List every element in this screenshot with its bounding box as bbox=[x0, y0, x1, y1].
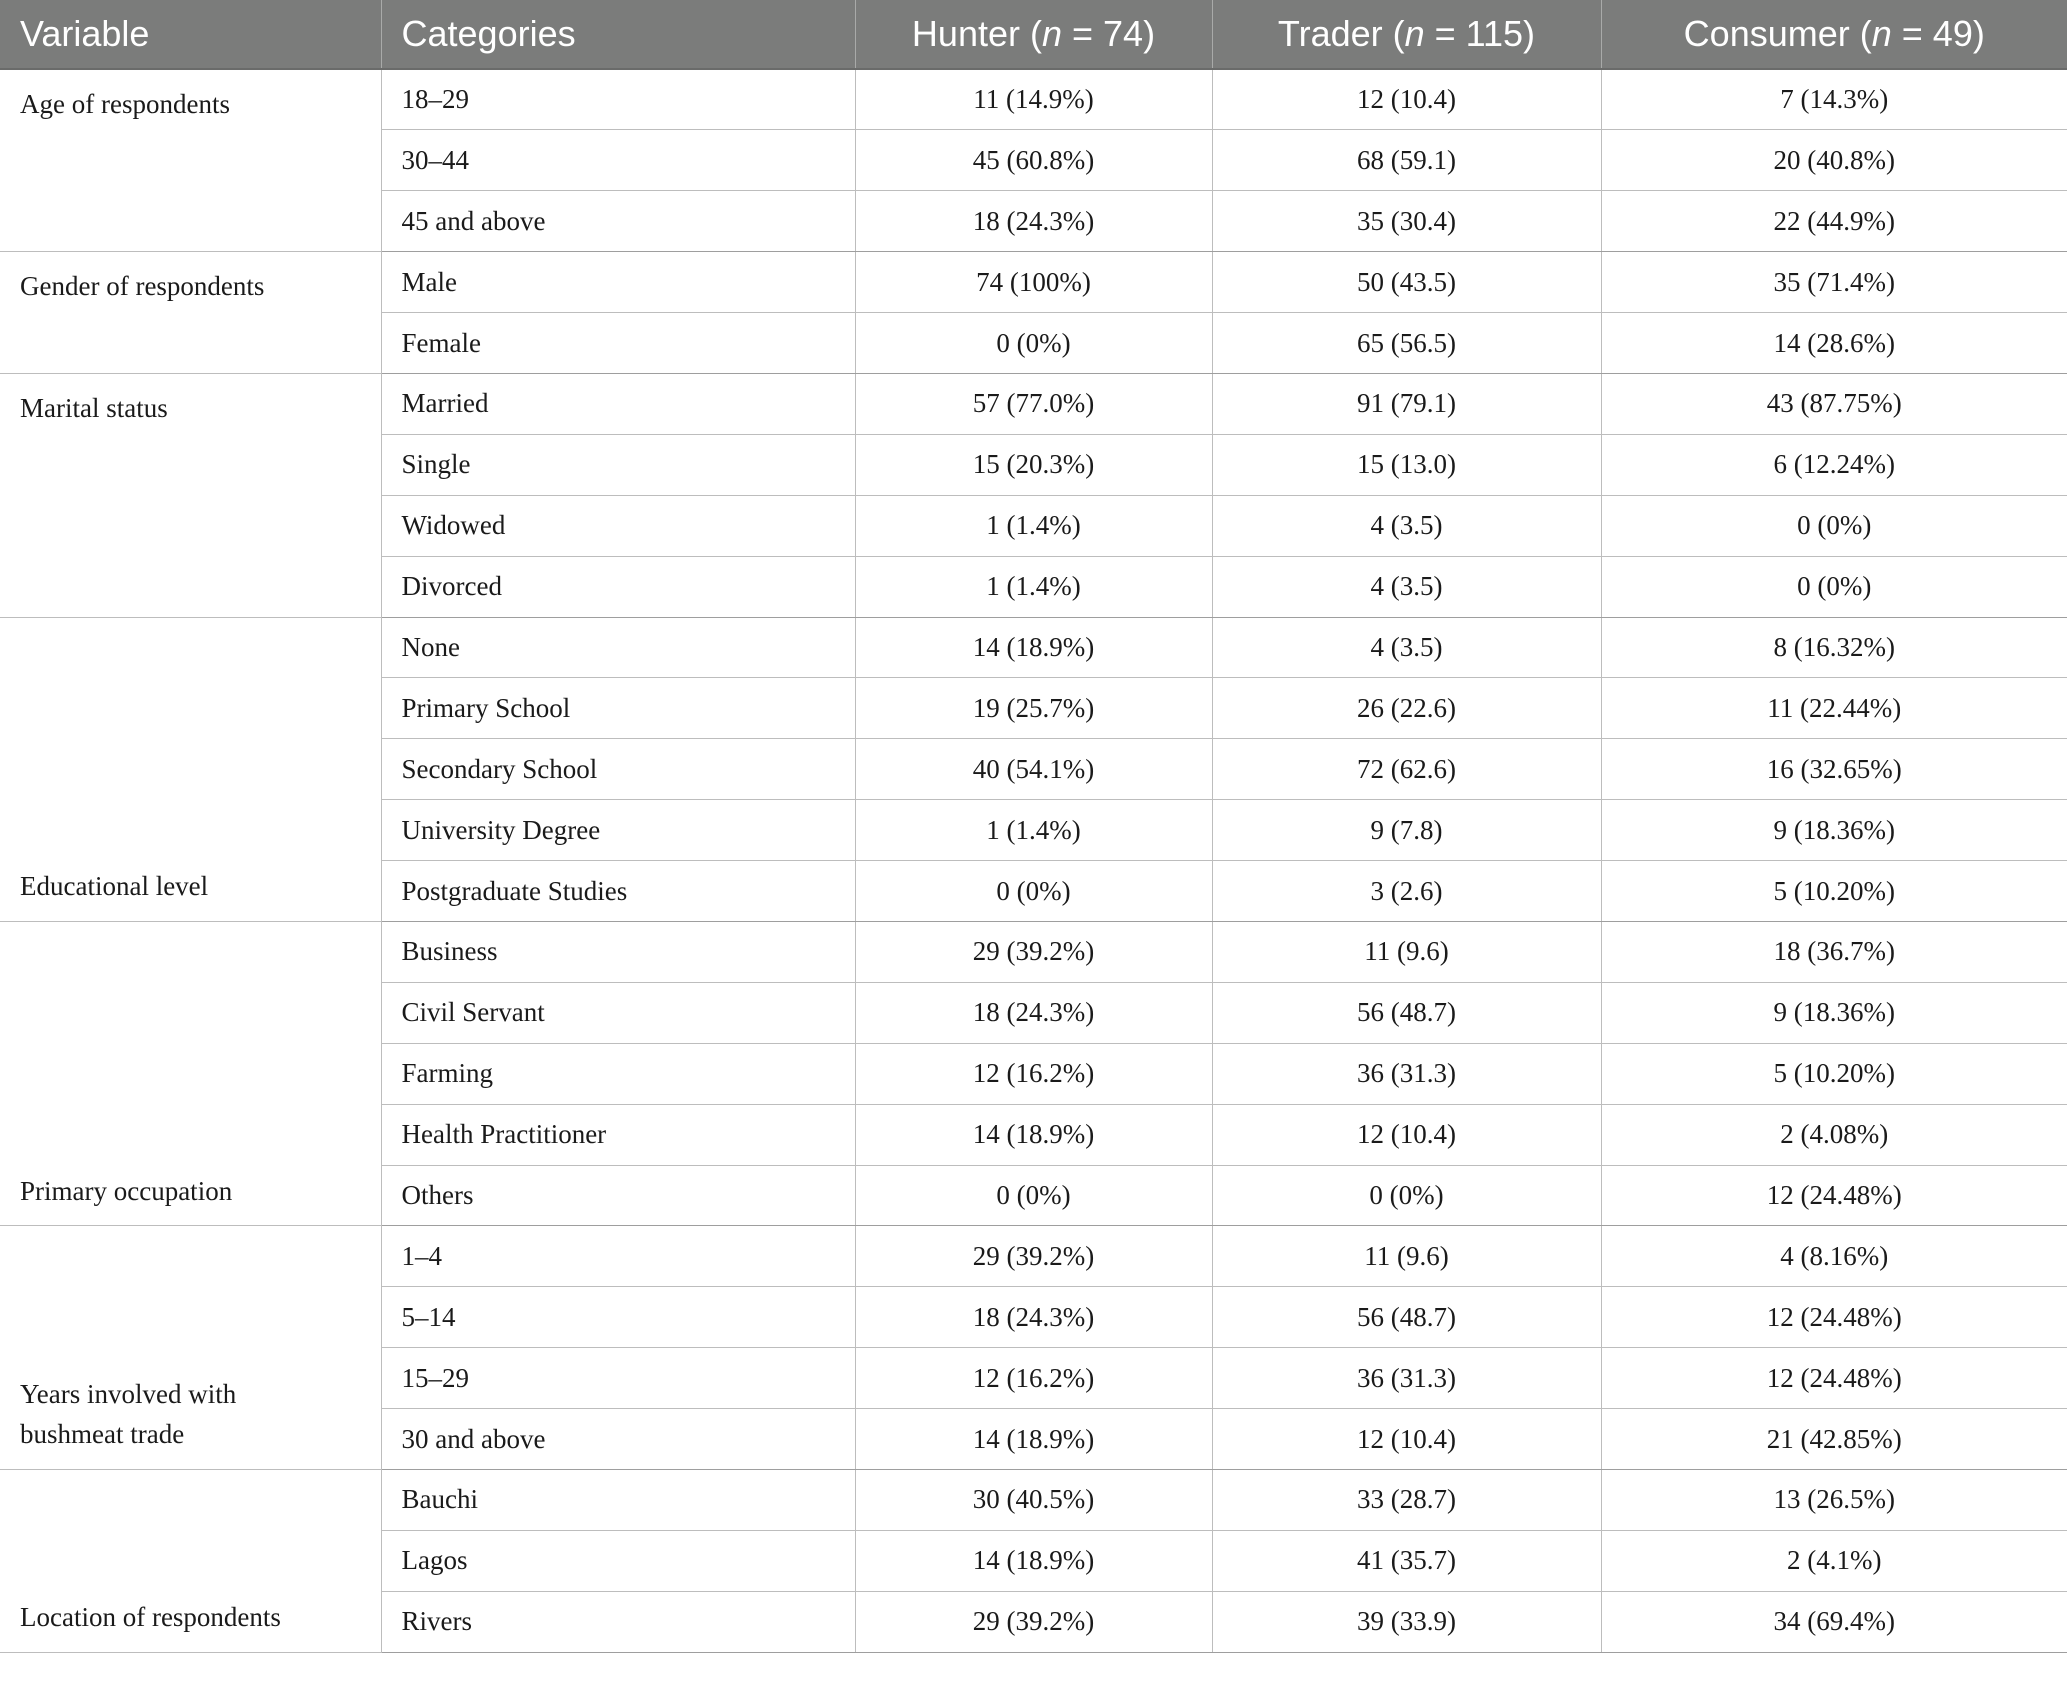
trader-cell: 11 (9.6) bbox=[1212, 921, 1601, 982]
hunter-cell: 0 (0%) bbox=[855, 1165, 1212, 1226]
consumer-cell: 12 (24.48%) bbox=[1601, 1287, 2067, 1348]
header-variable: Variable bbox=[0, 0, 381, 69]
consumer-cell: 0 (0%) bbox=[1601, 495, 2067, 556]
trader-cell: 56 (48.7) bbox=[1212, 1287, 1601, 1348]
trader-cell: 26 (22.6) bbox=[1212, 678, 1601, 739]
header-consumer bbox=[1601, 0, 2067, 69]
consumer-cell: 20 (40.8%) bbox=[1601, 130, 2067, 191]
category-cell: Primary School bbox=[381, 678, 855, 739]
hunter-cell: 1 (1.4%) bbox=[855, 800, 1212, 861]
trader-cell: 12 (10.4) bbox=[1212, 1104, 1601, 1165]
category-cell: Bauchi bbox=[381, 1469, 855, 1530]
hunter-cell: 12 (16.2%) bbox=[855, 1043, 1212, 1104]
trader-cell: 4 (3.5) bbox=[1212, 495, 1601, 556]
trader-cell: 39 (33.9) bbox=[1212, 1591, 1601, 1652]
consumer-cell: 7 (14.3%) bbox=[1601, 69, 2067, 130]
hunter-cell: 1 (1.4%) bbox=[855, 495, 1212, 556]
category-cell: Divorced bbox=[381, 556, 855, 617]
category-cell: 30–44 bbox=[381, 130, 855, 191]
table-row bbox=[0, 373, 2067, 434]
consumer-cell: 43 (87.75%) bbox=[1601, 373, 2067, 434]
hunter-cell: 0 (0%) bbox=[855, 313, 1212, 374]
consumer-cell: 8 (16.32%) bbox=[1601, 617, 2067, 678]
header-categories: Categories bbox=[381, 0, 855, 69]
category-cell: Single bbox=[381, 434, 855, 495]
category-cell: Others bbox=[381, 1165, 855, 1226]
hunter-cell: 29 (39.2%) bbox=[855, 921, 1212, 982]
trader-cell: 0 (0%) bbox=[1212, 1165, 1601, 1226]
table-row bbox=[0, 252, 2067, 313]
hunter-cell: 18 (24.3%) bbox=[855, 982, 1212, 1043]
trader-cell: 33 (28.7) bbox=[1212, 1469, 1601, 1530]
category-cell: Male bbox=[381, 252, 855, 313]
header-consumer-label: Consumer ( bbox=[1683, 13, 1872, 54]
header-consumer-n: n bbox=[1871, 13, 1892, 54]
category-cell: Farming bbox=[381, 1043, 855, 1104]
hunter-cell: 19 (25.7%) bbox=[855, 678, 1212, 739]
hunter-cell: 14 (18.9%) bbox=[855, 1530, 1212, 1591]
variable-label-line: Location of respondents bbox=[20, 1602, 281, 1633]
hunter-cell: 29 (39.2%) bbox=[855, 1226, 1212, 1287]
category-cell: Female bbox=[381, 313, 855, 374]
variable-cell bbox=[0, 617, 381, 921]
hunter-cell: 40 (54.1%) bbox=[855, 739, 1212, 800]
consumer-cell: 6 (12.24%) bbox=[1601, 434, 2067, 495]
consumer-cell: 14 (28.6%) bbox=[1601, 313, 2067, 374]
hunter-cell: 18 (24.3%) bbox=[855, 191, 1212, 252]
trader-cell: 9 (7.8) bbox=[1212, 800, 1601, 861]
header-hunter-n: n bbox=[1041, 13, 1062, 54]
category-cell: None bbox=[381, 617, 855, 678]
trader-cell: 36 (31.3) bbox=[1212, 1043, 1601, 1104]
trader-cell: 41 (35.7) bbox=[1212, 1530, 1601, 1591]
variable-label-line: Gender of respondents bbox=[20, 271, 265, 302]
hunter-cell: 14 (18.9%) bbox=[855, 1409, 1212, 1470]
variable-label-line: Age of respondents bbox=[20, 89, 230, 119]
header-trader-count: = 115) bbox=[1424, 13, 1536, 54]
consumer-cell: 2 (4.1%) bbox=[1601, 1530, 2067, 1591]
variable-label-line: bushmeat trade bbox=[20, 1419, 185, 1450]
category-cell: 1–4 bbox=[381, 1226, 855, 1287]
hunter-cell: 1 (1.4%) bbox=[855, 556, 1212, 617]
hunter-cell: 15 (20.3%) bbox=[855, 434, 1212, 495]
consumer-cell: 4 (8.16%) bbox=[1601, 1226, 2067, 1287]
variable-label-line: Marital status bbox=[20, 392, 168, 423]
hunter-cell: 11 (14.9%) bbox=[855, 69, 1212, 130]
trader-cell: 4 (3.5) bbox=[1212, 556, 1601, 617]
header-row bbox=[0, 0, 2067, 69]
consumer-cell: 5 (10.20%) bbox=[1601, 1043, 2067, 1104]
hunter-cell: 30 (40.5%) bbox=[855, 1469, 1212, 1530]
category-cell: 15–29 bbox=[381, 1348, 855, 1409]
trader-cell: 65 (56.5) bbox=[1212, 313, 1601, 374]
hunter-cell: 18 (24.3%) bbox=[855, 1287, 1212, 1348]
consumer-cell: 9 (18.36%) bbox=[1601, 982, 2067, 1043]
trader-cell: 91 (79.1) bbox=[1212, 373, 1601, 434]
variable-cell bbox=[0, 1226, 381, 1470]
trader-cell: 11 (9.6) bbox=[1212, 1226, 1601, 1287]
trader-cell: 35 (30.4) bbox=[1212, 191, 1601, 252]
variable-cell bbox=[0, 1469, 381, 1652]
table-header bbox=[0, 0, 2067, 69]
consumer-cell: 34 (69.4%) bbox=[1601, 1591, 2067, 1652]
trader-cell: 56 (48.7) bbox=[1212, 982, 1601, 1043]
category-cell: Secondary School bbox=[381, 739, 855, 800]
hunter-cell: 57 (77.0%) bbox=[855, 373, 1212, 434]
variable-cell bbox=[0, 373, 381, 617]
consumer-cell: 12 (24.48%) bbox=[1601, 1348, 2067, 1409]
consumer-cell: 9 (18.36%) bbox=[1601, 800, 2067, 861]
table-body bbox=[0, 69, 2067, 1652]
header-consumer-count: = 49) bbox=[1891, 13, 1985, 54]
variable-label-line: Educational level bbox=[20, 871, 209, 902]
consumer-cell: 5 (10.20%) bbox=[1601, 861, 2067, 922]
hunter-cell: 0 (0%) bbox=[855, 861, 1212, 922]
trader-cell: 72 (62.6) bbox=[1212, 739, 1601, 800]
trader-cell: 15 (13.0) bbox=[1212, 434, 1601, 495]
trader-cell: 3 (2.6) bbox=[1212, 861, 1601, 922]
category-cell: Health Practitioner bbox=[381, 1104, 855, 1165]
table-row bbox=[0, 1469, 2067, 1530]
category-cell: 18–29 bbox=[381, 69, 855, 130]
variable-label-line: Years involved with bbox=[20, 1378, 237, 1409]
variable-cell bbox=[0, 69, 381, 252]
category-cell: University Degree bbox=[381, 800, 855, 861]
category-cell: 5–14 bbox=[381, 1287, 855, 1348]
consumer-cell: 22 (44.9%) bbox=[1601, 191, 2067, 252]
header-hunter-label: Hunter ( bbox=[911, 13, 1042, 54]
consumer-cell: 0 (0%) bbox=[1601, 556, 2067, 617]
category-cell: 30 and above bbox=[381, 1409, 855, 1470]
hunter-cell: 14 (18.9%) bbox=[855, 617, 1212, 678]
trader-cell: 12 (10.4) bbox=[1212, 69, 1601, 130]
header-trader bbox=[1212, 0, 1601, 69]
hunter-cell: 14 (18.9%) bbox=[855, 1104, 1212, 1165]
consumer-cell: 16 (32.65%) bbox=[1601, 739, 2067, 800]
category-cell: Married bbox=[381, 373, 855, 434]
hunter-cell: 45 (60.8%) bbox=[855, 130, 1212, 191]
header-trader-n: n bbox=[1404, 13, 1425, 54]
consumer-cell: 21 (42.85%) bbox=[1601, 1409, 2067, 1470]
trader-cell: 68 (59.1) bbox=[1212, 130, 1601, 191]
consumer-cell: 11 (22.44%) bbox=[1601, 678, 2067, 739]
consumer-cell: 35 (71.4%) bbox=[1601, 252, 2067, 313]
category-cell: Business bbox=[381, 921, 855, 982]
consumer-cell: 12 (24.48%) bbox=[1601, 1165, 2067, 1226]
variable-cell bbox=[0, 252, 381, 374]
header-hunter bbox=[855, 0, 1212, 69]
hunter-cell: 74 (100%) bbox=[855, 252, 1212, 313]
category-cell: Postgraduate Studies bbox=[381, 861, 855, 922]
variable-cell bbox=[0, 921, 381, 1225]
consumer-cell: 13 (26.5%) bbox=[1601, 1469, 2067, 1530]
hunter-cell: 29 (39.2%) bbox=[855, 1591, 1212, 1652]
consumer-cell: 18 (36.7%) bbox=[1601, 921, 2067, 982]
category-cell: Civil Servant bbox=[381, 982, 855, 1043]
header-hunter-count: = 74) bbox=[1062, 13, 1156, 54]
trader-cell: 36 (31.3) bbox=[1212, 1348, 1601, 1409]
category-cell: Rivers bbox=[381, 1591, 855, 1652]
category-cell: Widowed bbox=[381, 495, 855, 556]
table-row bbox=[0, 617, 2067, 678]
table-row bbox=[0, 1226, 2067, 1287]
category-cell: Lagos bbox=[381, 1530, 855, 1591]
hunter-cell: 12 (16.2%) bbox=[855, 1348, 1212, 1409]
category-cell: 45 and above bbox=[381, 191, 855, 252]
trader-cell: 50 (43.5) bbox=[1212, 252, 1601, 313]
table-row bbox=[0, 69, 2067, 130]
consumer-cell: 2 (4.08%) bbox=[1601, 1104, 2067, 1165]
variable-label-line: Primary occupation bbox=[20, 1175, 233, 1206]
trader-cell: 4 (3.5) bbox=[1212, 617, 1601, 678]
table-row bbox=[0, 921, 2067, 982]
header-trader-label: Trader ( bbox=[1277, 13, 1405, 54]
trader-cell: 12 (10.4) bbox=[1212, 1409, 1601, 1470]
